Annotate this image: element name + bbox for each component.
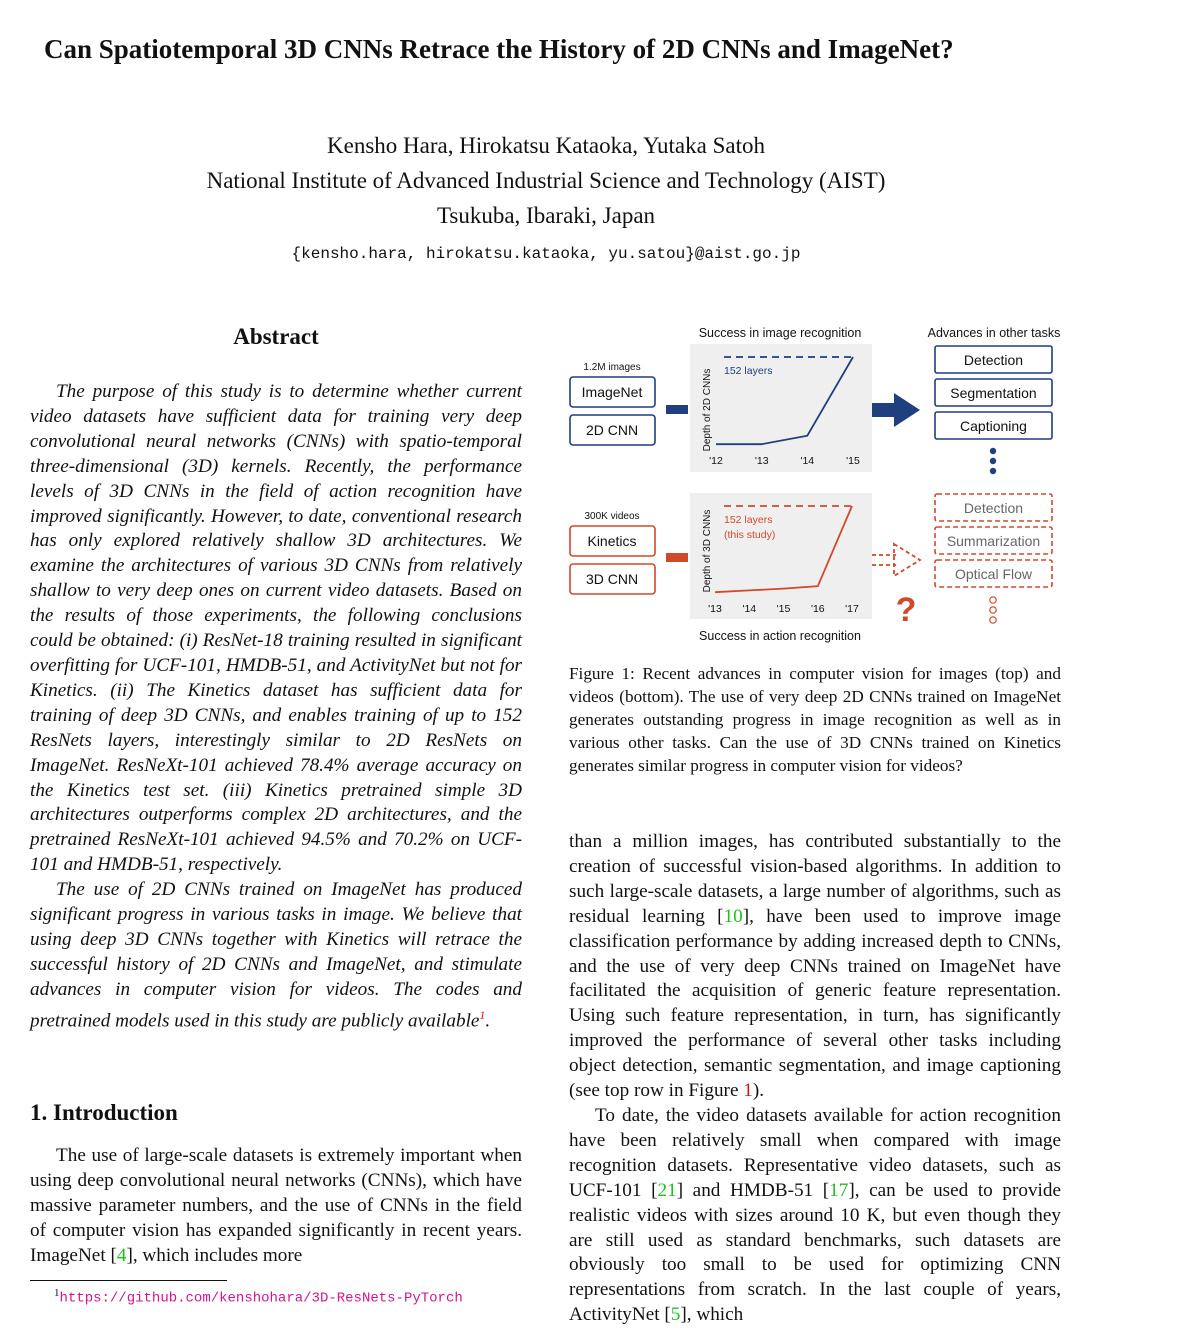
more-dot <box>990 607 996 613</box>
chart-bottom-xtick-label: '16 <box>810 603 825 615</box>
right-column-body <box>569 830 1061 1328</box>
chart-bottom-panel <box>690 493 872 619</box>
right-paragraph-1 <box>569 830 1061 1104</box>
location: Tsukuba, Ibaraki, Japan <box>436 203 656 228</box>
citation-link[interactable]: 21 <box>657 1179 677 1201</box>
top-label: Success in image recognition <box>698 326 862 340</box>
tasks-bottom <box>935 494 1052 587</box>
chart-top-panel <box>690 344 872 472</box>
abstract-paragraph-2-text: The use of 2D CNNs trained on ImageNet has produced significant progress in various tasks in image. We believe that using deep 3D CNNs together with Kinetics will retrace the successful history of 2D CNNs and ImageNet, and stimulate advances in computer vision for videos. The codes and pretrained models used in this study are publicly available <box>30 879 522 1032</box>
citation-link[interactable]: 5 <box>670 1304 681 1326</box>
abstract-paragraph-1: The purpose of this study is to determine whether current video datasets have sufficient data for training very deep convolutional neural networks (CNNs) with spatio-temporal three-dimensional (3D) kernels. Recently, the performance levels of 3D CNNs in the field of action recognition have improved significantly. However, to date, conventional research has only explored relatively shallow 3D architectures. We examine the architectures of various 3D CNNs from relatively shallow to very deep ones on current video datasets. Based on the results of those experiments, the following conclusions could be obtained: (i) ResNet-18 training resulted in significant overfitting for UCF-101, HMDB-51, and ActivityNet but not for Kinetics. (ii) The Kinetics dataset has sufficient data for training of deep 3D CNNs, and enables training of up to 152 ResNets layers, interestingly similar to 2D ResNets on ImageNet. ResNeXt-101 achieved 78.4% average accuracy on the Kinetics test set. (iii) Kinetics pretrained simple 3D architectures outperforms complex 2D architectures, and the pretrained ResNeXt-101 achieved 94.5% and 70.2% on UCF-101 and HMDB-51, respectively. <box>30 381 522 876</box>
abstract-body <box>30 380 522 1034</box>
connector-bottom <box>666 553 688 562</box>
citation-link[interactable]: 4 <box>116 1244 127 1266</box>
chart-top-ylabel: Depth of 2D CNNs <box>702 368 713 452</box>
cnn2d-label: 2D CNN <box>585 422 639 438</box>
chart-bottom-ylabel: Depth of 3D CNNs <box>702 509 713 593</box>
author-email: {kensho.hara, hirokatsu.kataoka, yu.satou}@aist.go.jp <box>291 245 801 263</box>
footnote <box>54 1287 463 1307</box>
affiliation: National Institute of Advanced Industrial Science and Technology (AIST) <box>206 168 886 193</box>
right-text: ). <box>752 1080 765 1102</box>
figure-1-diagram <box>564 322 1069 652</box>
footnote-url-link[interactable]: https://github.com/kenshohara/3D-ResNets-PyTorch <box>59 1290 463 1307</box>
right-text: ], can be used to provide realistic videos with sizes around 10 K, but even though they are still used as standard benchmarks, such datasets are obviously too small to be used for optimizing CNN representations from scratch. In the last couple of years, ActivityNet [ <box>569 1179 1061 1326</box>
connector-top <box>666 405 688 414</box>
bottom-label: Success in action recognition <box>699 629 861 643</box>
chart-bottom-annotation: 152 layers <box>724 514 773 526</box>
figure-caption: Figure 1: Recent advances in computer vision for images (top) and videos (bottom). The use of very deep 2D CNNs trained on ImageNet generates outstanding progress in image recognition as well as in various other tasks. Can the use of 3D CNNs trained on Kinetics generates similar progress in computer vision for videos? <box>569 664 1061 775</box>
cnn3d-label: 3D CNN <box>585 571 639 587</box>
bottom-task-label: Optical Flow <box>954 566 1033 582</box>
other-tasks-label: Advances in other tasks <box>927 326 1061 340</box>
chart-top-xtick-label: '15 <box>846 455 860 467</box>
citation-link[interactable]: 10 <box>723 905 743 927</box>
top-task-label: Detection <box>963 352 1024 368</box>
top-task-label: Segmentation <box>950 385 1037 401</box>
bottom-task-label: Summarization <box>946 533 1041 549</box>
top-task-label: Captioning <box>960 418 1027 434</box>
more-dot <box>990 458 996 464</box>
abstract-heading: Abstract <box>233 324 319 349</box>
more-dot <box>990 448 996 454</box>
question-mark: ? <box>895 591 917 629</box>
chart-top-xtick-label: '12 <box>709 455 723 467</box>
chart-bottom-xtick-label: '15 <box>776 603 791 615</box>
arrow-top-shaft <box>872 403 894 417</box>
chart-bottom-xtick-label: '14 <box>742 603 757 615</box>
right-text: ], which <box>680 1304 744 1326</box>
right-text: ] and HMDB-51 [ <box>676 1179 830 1201</box>
chart-bottom-annotation-2: (this study) <box>724 529 776 541</box>
arrow-top-head <box>894 393 920 427</box>
videos-note: 300K videos <box>584 511 640 522</box>
more-dot <box>990 468 996 474</box>
abstract-paragraph-2-end: . <box>485 1010 491 1032</box>
introduction-heading: 1. Introduction <box>30 1100 178 1125</box>
intro-text-a: The use of large-scale datasets is extremely important when using deep convolutional neural networks (CNNs), which have massive parameter numbers, and the use of CNNs in the field of computer vision has expanded significantly in recent years. ImageNet [ <box>30 1145 522 1266</box>
right-text: than a million images, has contributed substantially to the creation of successful vision-based algorithms. In addition to such large-scale datasets, a large number of algorithms, such as residual learning [ <box>569 831 1061 927</box>
author-list: Kensho Hara, Hirokatsu Kataoka, Yutaka Satoh <box>327 133 765 158</box>
chart-top-annotation: 152 layers <box>724 365 773 377</box>
chart-bottom-xtick-label: '17 <box>845 603 859 615</box>
paper-title: Can Spatiotemporal 3D CNNs Retrace the History of 2D CNNs and ImageNet? <box>44 34 954 64</box>
arrow-bottom-head <box>894 544 920 576</box>
more-dot <box>990 617 996 623</box>
citation-link[interactable]: 17 <box>829 1179 849 1201</box>
figure-reference-link[interactable]: 1 <box>743 1080 753 1102</box>
intro-text-b: ], which includes more <box>126 1244 303 1266</box>
tasks-top <box>935 346 1052 439</box>
bottom-task-label: Detection <box>963 500 1024 516</box>
kinetics-label: Kinetics <box>587 533 637 549</box>
right-text: ], have been used to improve image classification performance by adding increased depth to CNNs, and the use of very deep CNNs trained on ImageNet have facilitated the acquisition of generic feature representation. Using such feature representation, in turn, has significantly improved the performance of several other tasks including object detection, semantic segmentation, and image captioning (see top row in Figure <box>569 905 1061 1102</box>
chart-bottom-xtick-label: '13 <box>708 603 722 615</box>
footnote-number: 1 <box>54 1287 60 1299</box>
figure-1 <box>564 322 1069 652</box>
footnote-rule <box>30 1280 227 1281</box>
intro-paragraph-1 <box>30 1144 522 1269</box>
footnote-marker[interactable]: 1 <box>479 1007 486 1022</box>
introduction-body <box>30 1144 522 1269</box>
chart-top-xtick-label: '14 <box>800 455 815 467</box>
right-paragraph-2 <box>569 1104 1061 1328</box>
right-text: To date, the video datasets available for action recognition have been relatively small when compared with image recognition datasets. Representative video datasets, such as UCF-101 [ <box>569 1104 1061 1201</box>
chart-top-xtick-label: '13 <box>754 455 769 467</box>
abstract-paragraph-2 <box>30 878 522 1034</box>
more-dot <box>990 597 996 603</box>
imagenet-label: ImageNet <box>581 384 643 400</box>
images-note: 1.2M images <box>583 362 641 373</box>
